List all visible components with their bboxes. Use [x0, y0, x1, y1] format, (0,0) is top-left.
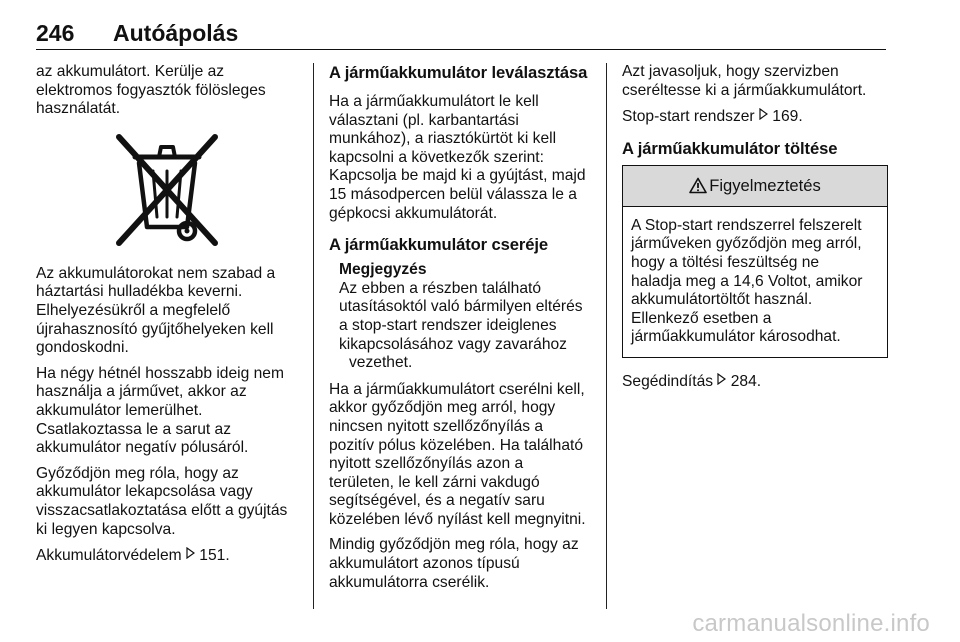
reference-stop-start[interactable]: Stop-start rendszer 169. — [622, 108, 803, 126]
column-divider-2 — [606, 63, 607, 609]
warning-body: A Stop-start rendszerrel felszerelt járműveken győződjön meg arról, hogy a töltési feszültség ne haladja meg a 14,6 Voltot, amikor akkumulátortöltőt használ. Ellenkező esetben a járműakkumulátor károsodhat. — [631, 216, 863, 346]
column-2 — [329, 63, 591, 599]
note-block: Megjegyzés Az ebben a részben található utasításoktól való bármilyen eltérés a stop-start rendszer ideiglenes kikapcsolásához vagy zavarához vezethet. — [339, 261, 591, 373]
heading-battery-replacement: A járműakkumulátor cseréje — [329, 235, 549, 255]
warning-header — [623, 166, 887, 207]
warning-box — [622, 165, 888, 358]
paragraph-same-type: Mindig győződjön meg róla, hogy az akkumulátort azonos típusú akkumulátorra cserélik. — [329, 536, 579, 591]
page-reference-arrow-icon — [759, 107, 768, 126]
paragraph-avoid-consumers: az akkumulátort. Kerülje az elektromos fogyasztók fölösleges használatát. — [36, 63, 266, 118]
column-1 — [36, 63, 298, 573]
paragraph-ignition-off: Győződjön meg róla, hogy az akkumulátor lekapcsolása vagy visszacsatlakoztatása előtt a gyújtás ki legyen kapcsolva. — [36, 464, 288, 538]
page-header — [36, 18, 886, 48]
page-reference-arrow-icon — [717, 372, 726, 391]
header-rule — [36, 49, 886, 50]
warning-triangle-icon — [689, 169, 707, 209]
heading-battery-charging: A járműakkumulátor töltése — [622, 138, 838, 158]
paragraph-household-waste: Az akkumulátorokat nem szabad a háztartási hulladékba keverni. Elhelyezésükről a megfelelő újrahasznosító gyűjtőhelyeken kell gondoskodni. — [36, 264, 276, 357]
section-title: Autóápolás — [113, 20, 239, 46]
column-3 — [622, 63, 888, 399]
warning-title: Figyelmeztetés — [709, 175, 821, 195]
watermark: carmanualsonline.info — [692, 610, 930, 637]
page-reference-arrow-icon — [186, 546, 195, 565]
paragraph-service-recommendation: Azt javasoljuk, hogy szervizben cseréltesse ki a járműakkumulátort. — [622, 63, 867, 99]
paragraph-vent-opening: Ha a járműakkumulátort cserélni kell, akkor győződjön meg arról, hogy nincsen nyitott szellőzőnyílás a pozitív pólus közelében. Ha található nyitott szellőzőnyílás azon a területen, le kell zárni vakdugó segítségével, és a negatív saru közelében lévő nyílást kell megnyitni. — [329, 380, 586, 528]
reference-battery-protection[interactable]: Akkumulátorvédelem 151. — [36, 547, 230, 565]
paragraph-four-weeks: Ha négy hétnél hosszabb ideig nem használja a járművet, akkor az akkumulátor lemerülhet. Csatlakoztassa le a sarut az akkumulátor negatív pólusáról. — [36, 364, 284, 457]
reference-jump-start[interactable]: Segédindítás 284. — [622, 372, 762, 390]
paragraph-alarm-horn: Ha a járműakkumulátort le kell választani (pl. karbantartási munkához), a riasztókürtöt ki kell kapcsolni a következők szerint: Kapcsolja be majd ki a gyújtást, majd 15 másodpercen belül válassza le a gépkocsi akkumulátorát. — [329, 93, 586, 222]
heading-battery-disconnect: A járműakkumulátor leválasztása — [329, 63, 588, 82]
column-divider-1 — [313, 63, 314, 609]
note-title: Megjegyzés — [339, 261, 427, 279]
page-number: 246 — [36, 20, 75, 46]
crossed-out-wheelie-bin-icon — [36, 131, 298, 249]
